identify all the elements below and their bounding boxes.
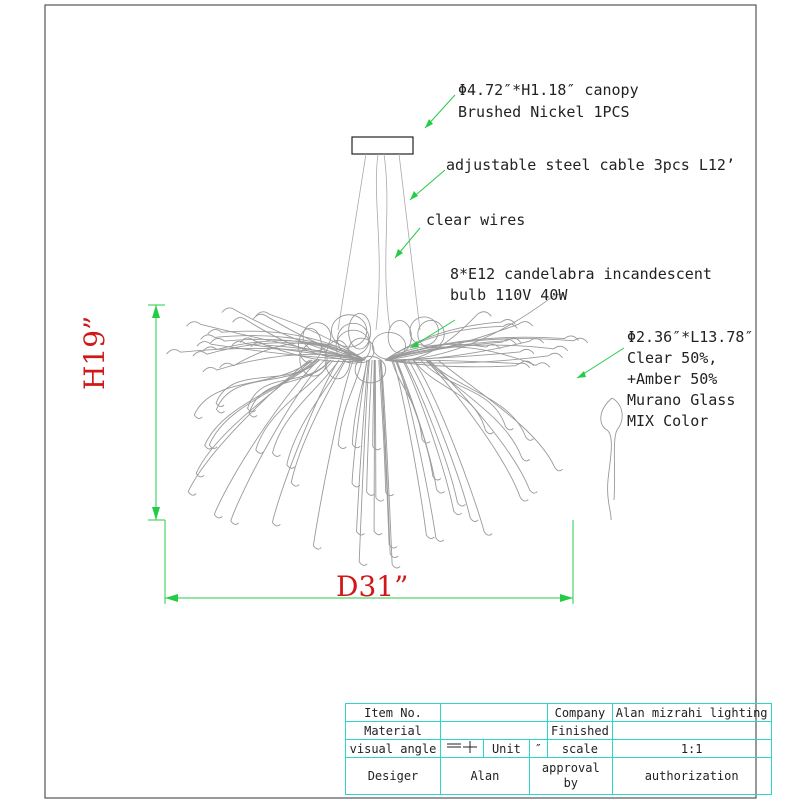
approval-label: approval by (529, 758, 612, 795)
glass-arm (391, 360, 430, 443)
designer-label: Desiger (346, 758, 441, 795)
glass-arm-detail (601, 398, 622, 520)
height-arrow-top (152, 305, 160, 318)
material-value (441, 722, 548, 740)
glass-blob (388, 321, 411, 353)
glass-arm (426, 360, 529, 461)
glass-arm (381, 360, 400, 568)
diameter-arrow-right (560, 594, 573, 602)
glass-arm (429, 360, 537, 493)
canopy-finish-label: Brushed Nickel 1PCS (458, 103, 630, 121)
scale-label: scale (548, 740, 613, 758)
unit-label: Unit (484, 740, 530, 758)
bulb-spec-label: 8*E12 candelabra incandescent (450, 265, 712, 283)
glass-type-label: Murano Glass (627, 391, 736, 409)
unit-value: ″ (529, 740, 547, 758)
glass-arm (216, 360, 319, 413)
finished-label: Finished (548, 722, 613, 740)
diameter-dimension-label: D31” (336, 570, 409, 603)
glass-color-label: MIX Color (627, 412, 709, 430)
diameter-arrow-left (165, 594, 178, 602)
company-label: Company (548, 704, 613, 722)
cable-label: adjustable steel cable 3pcs L12’ (446, 156, 735, 174)
glass-blob (372, 332, 405, 359)
material-label: Material (346, 722, 441, 740)
glass-size-label: Φ2.36″*L13.78″ (627, 328, 754, 346)
company-value: Alan mizrahi lighting (612, 704, 771, 722)
projection-symbol (441, 740, 484, 758)
glass-arm (214, 360, 318, 518)
glass-arm (194, 360, 311, 418)
authorization-label: authorization (612, 758, 771, 795)
visual-angle-label: visual angle (346, 740, 441, 758)
glass-arm (196, 360, 312, 477)
height-dimension-label: H19” (78, 315, 111, 390)
canopy-shape (352, 137, 413, 154)
glass-arm (413, 360, 492, 535)
glass-arm (338, 360, 362, 449)
bulb-voltage-label: bulb 110V 40W (450, 286, 568, 304)
item-no-value (441, 704, 548, 722)
glass-blob (410, 317, 439, 345)
designer-value: Alan (441, 758, 530, 795)
glass-blob (303, 323, 331, 351)
glass-arm (385, 338, 588, 360)
glass-arm (313, 360, 353, 549)
glass-clear-label: Clear 50%, (627, 349, 718, 367)
height-dimension (148, 305, 165, 520)
chandelier-glass-body (167, 294, 588, 568)
glass-arm (188, 360, 309, 495)
scale-value: 1:1 (612, 740, 771, 758)
wires-label: clear wires (426, 211, 526, 229)
leader-lines (395, 95, 624, 378)
height-arrow-bottom (152, 507, 160, 520)
item-no-label: Item No. (346, 704, 441, 722)
glass-blob (300, 343, 327, 376)
canopy-spec-label: Φ4.72″*H1.18″ canopy (458, 81, 639, 99)
glass-arm (408, 360, 478, 522)
glass-amber-label: +Amber 50% (627, 370, 718, 388)
glass-arm (272, 360, 339, 526)
title-block (345, 703, 772, 795)
finished-value (612, 722, 771, 740)
projection-icon (445, 741, 479, 753)
